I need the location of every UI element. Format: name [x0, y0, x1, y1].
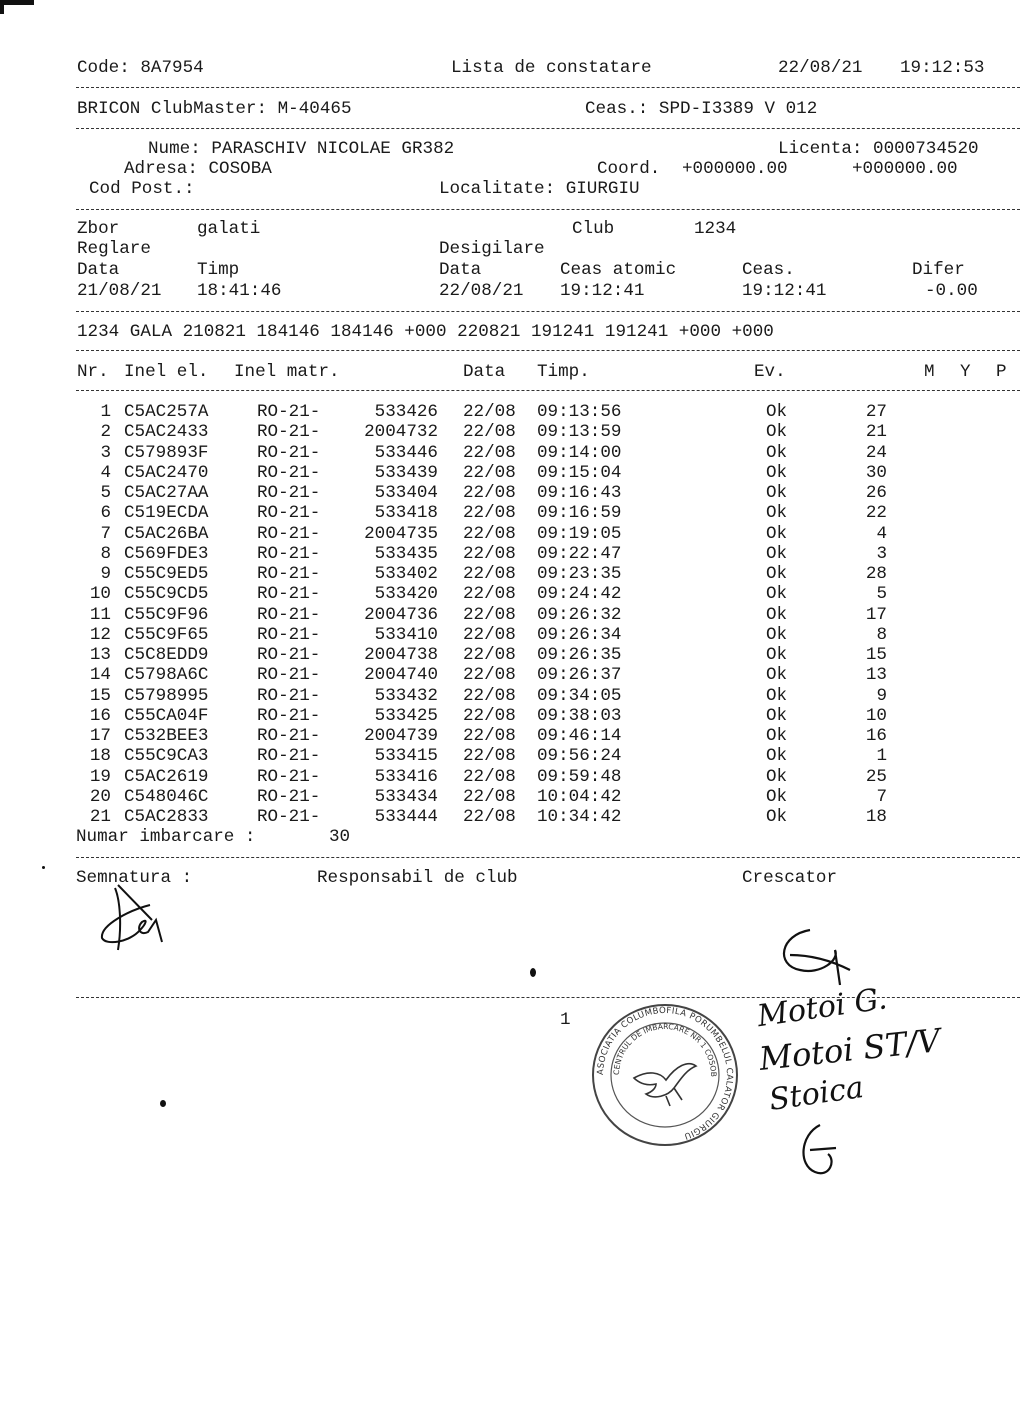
cell-electronic-ring: C5C8EDD9	[124, 645, 209, 665]
divider	[76, 209, 1020, 210]
cell-ring-prefix: RO-21-	[257, 726, 321, 746]
cell-event: Ok	[766, 807, 788, 827]
cell-ring-prefix: RO-21-	[257, 624, 321, 645]
basketed-count: 30	[329, 827, 351, 847]
cell-position: 16	[865, 726, 887, 746]
cell-electronic-ring: C55C9CD5	[124, 584, 209, 605]
handwriting-line-2: Motoi ST/V	[757, 1021, 943, 1078]
club-responsible-label: Responsabil de club	[317, 868, 518, 888]
cell-event: Ok	[766, 705, 788, 726]
club-value: 1234	[694, 219, 737, 239]
cell-position: 10	[865, 705, 887, 726]
cell-position: 13	[865, 665, 887, 686]
cell-ring-number: 533410	[374, 624, 438, 645]
col-header-time: Timp.	[537, 362, 590, 382]
cell-electronic-ring: C5798995	[124, 685, 209, 706]
licence-number: Licenta: 0000734520	[778, 139, 979, 159]
col-header-event: Ev.	[754, 362, 786, 382]
cell-ring-number: 533446	[374, 442, 438, 463]
cell-ring-number: 533416	[374, 766, 438, 787]
cell-electronic-ring: C55CA04F	[124, 705, 209, 726]
cell-electronic-ring: C55C9ED5	[124, 564, 209, 584]
col-header-date: Data	[463, 362, 506, 382]
divider	[76, 87, 1020, 88]
cell-electronic-ring: C5AC27AA	[124, 483, 209, 503]
cell-ring-prefix: RO-21-	[257, 442, 321, 463]
cell-event: Ok	[766, 584, 788, 605]
cell-time: 09:34:05	[537, 685, 622, 706]
cell-time: 09:22:47	[537, 543, 622, 564]
cell-electronic-ring: C5AC257A	[124, 402, 209, 422]
cell-electronic-ring: C5AC2833	[124, 807, 209, 827]
setting-label: Reglare	[77, 239, 151, 259]
summary-code-line: 1234 GALA 210821 184146 184146 +000 220821 191241 191241 +000 +000	[77, 322, 774, 342]
cell-event: Ok	[766, 665, 788, 686]
cell-position: 9	[876, 685, 887, 706]
cell-nr: 1	[100, 402, 111, 422]
cell-ring-number: 2004735	[364, 523, 438, 544]
cell-date: 22/08	[463, 665, 516, 686]
cell-event: Ok	[766, 422, 788, 443]
divider	[76, 350, 1020, 351]
cell-time: 09:26:34	[537, 624, 622, 645]
cell-ring-number: 533426	[374, 402, 438, 422]
cell-date: 22/08	[463, 402, 516, 422]
cell-ring-number: 533402	[374, 564, 438, 584]
print-date: 22/08/21	[778, 58, 863, 78]
cell-ring-prefix: RO-21-	[257, 746, 321, 767]
cell-position: 7	[876, 786, 887, 807]
handwriting-line-3: Stoica	[766, 1069, 866, 1118]
cell-event: Ok	[766, 766, 788, 787]
cell-ring-number: 2004732	[364, 422, 438, 443]
coord-y: +000000.00	[852, 159, 958, 179]
cell-ring-prefix: RO-21-	[257, 584, 321, 605]
cell-electronic-ring: C519ECDA	[124, 503, 209, 524]
cell-time: 09:26:35	[537, 645, 622, 665]
cell-time: 09:13:59	[537, 422, 622, 443]
table-row	[0, 503, 1024, 523]
table-row	[0, 807, 1024, 827]
cell-nr: 4	[100, 462, 111, 483]
divider	[76, 857, 1020, 858]
cell-position: 26	[865, 483, 887, 503]
table-row	[0, 767, 1024, 787]
cell-date: 22/08	[463, 523, 516, 544]
cell-position: 21	[865, 422, 887, 443]
cell-ring-number: 533435	[374, 543, 438, 564]
cell-nr: 12	[89, 624, 111, 645]
cell-electronic-ring: C55C9F65	[124, 624, 209, 645]
coord-label: Coord.	[597, 159, 661, 179]
signature-label: Semnatura :	[76, 868, 193, 888]
cell-nr: 19	[89, 766, 111, 787]
print-time: 19:12:53	[900, 58, 985, 78]
cell-position: 5	[876, 584, 887, 605]
cell-event: Ok	[766, 604, 788, 625]
postal-code-label: Cod Post.:	[89, 179, 195, 199]
cell-electronic-ring: C548046C	[124, 786, 209, 807]
cell-date: 22/08	[463, 786, 516, 807]
cell-time: 09:38:03	[537, 705, 622, 726]
cell-nr: 5	[100, 483, 111, 503]
cell-date: 22/08	[463, 726, 516, 746]
cell-ring-number: 533444	[374, 807, 438, 827]
cell-position: 15	[865, 645, 887, 665]
cell-time: 10:04:42	[537, 786, 622, 807]
cell-ring-prefix: RO-21-	[257, 604, 321, 625]
table-row	[0, 605, 1024, 625]
owner-name: Nume: PARASCHIV NICOLAE GR382	[148, 139, 455, 159]
table-row	[0, 463, 1024, 483]
cell-ring-prefix: RO-21-	[257, 807, 321, 827]
table-row	[0, 726, 1024, 746]
cell-nr: 7	[100, 523, 111, 544]
cell-ring-number: 533434	[374, 786, 438, 807]
cell-event: Ok	[766, 564, 788, 584]
cell-ring-prefix: RO-21-	[257, 705, 321, 726]
cell-time: 09:56:24	[537, 746, 622, 767]
cell-nr: 6	[100, 503, 111, 524]
device-id: BRICON ClubMaster: M-40465	[77, 99, 352, 119]
document-code: Code: 8A7954	[77, 58, 204, 78]
cell-position: 4	[876, 523, 887, 544]
cell-position: 17	[865, 604, 887, 625]
cell-date: 22/08	[463, 604, 516, 625]
page-number: 1	[560, 1010, 571, 1030]
table-row	[0, 625, 1024, 645]
cell-ring-number: 533439	[374, 462, 438, 483]
breeder-label: Crescator	[742, 868, 838, 888]
cell-nr: 17	[89, 726, 111, 746]
time-label: Timp	[197, 260, 240, 280]
table-row	[0, 686, 1024, 706]
cell-time: 09:46:14	[537, 726, 622, 746]
table-row	[0, 746, 1024, 766]
locality: Localitate: GIURGIU	[439, 179, 640, 199]
cell-position: 30	[865, 462, 887, 483]
cell-ring-prefix: RO-21-	[257, 786, 321, 807]
divider	[76, 311, 1020, 312]
cell-electronic-ring: C569FDE3	[124, 543, 209, 564]
cell-position: 18	[865, 807, 887, 827]
table-row	[0, 422, 1024, 442]
col-header-nr: Nr.	[77, 362, 109, 382]
handwritten-notes	[740, 910, 1020, 1180]
clock-time: 19:12:41	[742, 281, 827, 301]
col-header-y: Y	[960, 362, 971, 382]
setting-date: 21/08/21	[77, 281, 162, 301]
cell-nr: 18	[89, 746, 111, 767]
coord-x: +000000.00	[682, 159, 788, 179]
cell-electronic-ring: C5AC2470	[124, 462, 209, 483]
cell-event: Ok	[766, 402, 788, 422]
cell-date: 22/08	[463, 705, 516, 726]
cell-ring-number: 533425	[374, 705, 438, 726]
cell-ring-number: 2004738	[364, 645, 438, 665]
signature-left	[90, 880, 190, 960]
cell-time: 09:59:48	[537, 766, 622, 787]
clock-id: Ceas.: SPD-I3389 V 012	[585, 99, 818, 119]
cell-event: Ok	[766, 523, 788, 544]
cell-nr: 14	[89, 665, 111, 686]
cell-electronic-ring: C579893F	[124, 442, 209, 463]
association-stamp	[587, 993, 740, 1150]
table-row	[0, 544, 1024, 564]
cell-electronic-ring: C55C9CA3	[124, 746, 209, 767]
scan-corner-mark-vertical	[0, 0, 4, 14]
cell-ring-number: 2004736	[364, 604, 438, 625]
cell-position: 1	[876, 746, 887, 767]
cell-event: Ok	[766, 786, 788, 807]
handwriting-line-1: Motoi G.	[755, 981, 890, 1035]
date-label-2: Data	[439, 260, 482, 280]
cell-nr: 9	[100, 564, 111, 584]
cell-nr: 13	[89, 645, 111, 665]
cell-time: 09:26:32	[537, 604, 622, 625]
owner-address: Adresa: COSOBA	[124, 159, 272, 179]
cell-event: Ok	[766, 462, 788, 483]
club-label: Club	[572, 219, 615, 239]
table-row	[0, 584, 1024, 604]
cell-time: 09:19:05	[537, 523, 622, 544]
cell-date: 22/08	[463, 543, 516, 564]
clock-label: Ceas.	[742, 260, 795, 280]
cell-date: 22/08	[463, 624, 516, 645]
cell-nr: 8	[100, 543, 111, 564]
cell-ring-number: 533418	[374, 503, 438, 524]
col-header-electronic-ring: Inel el.	[124, 362, 209, 382]
cell-ring-prefix: RO-21-	[257, 503, 321, 524]
basketed-label: Numar imbarcare :	[76, 827, 256, 847]
ink-dot	[160, 1100, 166, 1107]
cell-position: 3	[876, 543, 887, 564]
cell-position: 24	[865, 442, 887, 463]
cell-nr: 21	[89, 807, 111, 827]
table-row	[0, 483, 1024, 503]
flight-value: galati	[197, 219, 261, 239]
cell-date: 22/08	[463, 807, 516, 827]
cell-nr: 20	[89, 786, 111, 807]
unsealing-label: Desigilare	[439, 239, 545, 259]
atomic-clock-time: 19:12:41	[560, 281, 645, 301]
table-row	[0, 706, 1024, 726]
cell-event: Ok	[766, 543, 788, 564]
cell-ring-prefix: RO-21-	[257, 564, 321, 584]
cell-event: Ok	[766, 746, 788, 767]
cell-ring-prefix: RO-21-	[257, 523, 321, 544]
cell-nr: 15	[89, 685, 111, 706]
cell-event: Ok	[766, 624, 788, 645]
cell-date: 22/08	[463, 483, 516, 503]
cell-ring-prefix: RO-21-	[257, 422, 321, 443]
unsealing-date: 22/08/21	[439, 281, 524, 301]
cell-position: 8	[876, 624, 887, 645]
table-row	[0, 645, 1024, 665]
document-title: Lista de constatare	[451, 58, 652, 78]
ink-dot	[42, 866, 45, 869]
cell-event: Ok	[766, 645, 788, 665]
cell-nr: 3	[100, 442, 111, 463]
cell-electronic-ring: C5AC2433	[124, 422, 209, 443]
table-row	[0, 564, 1024, 584]
ink-dot	[530, 968, 536, 977]
cell-electronic-ring: C532BEE3	[124, 726, 209, 746]
cell-electronic-ring: C5AC2619	[124, 766, 209, 787]
cell-date: 22/08	[463, 422, 516, 443]
cell-date: 22/08	[463, 766, 516, 787]
cell-event: Ok	[766, 483, 788, 503]
cell-position: 28	[865, 564, 887, 584]
table-row	[0, 402, 1024, 422]
cell-ring-prefix: RO-21-	[257, 685, 321, 706]
table-row	[0, 665, 1024, 685]
cell-electronic-ring: C5AC26BA	[124, 523, 209, 544]
cell-ring-number: 533415	[374, 746, 438, 767]
cell-date: 22/08	[463, 584, 516, 605]
cell-time: 10:34:42	[537, 807, 622, 827]
cell-time: 09:24:42	[537, 584, 622, 605]
cell-ring-number: 2004740	[364, 665, 438, 686]
divider	[76, 390, 1020, 391]
cell-time: 09:14:00	[537, 442, 622, 463]
cell-event: Ok	[766, 503, 788, 524]
table-row	[0, 787, 1024, 807]
table-row	[0, 524, 1024, 544]
cell-event: Ok	[766, 685, 788, 706]
cell-nr: 2	[100, 422, 111, 443]
table-row	[0, 443, 1024, 463]
cell-event: Ok	[766, 442, 788, 463]
cell-date: 22/08	[463, 503, 516, 524]
cell-time: 09:16:59	[537, 503, 622, 524]
cell-ring-prefix: RO-21-	[257, 483, 321, 503]
atomic-clock-label: Ceas atomic	[560, 260, 677, 280]
cell-ring-prefix: RO-21-	[257, 402, 321, 422]
cell-position: 25	[865, 766, 887, 787]
flight-label: Zbor	[77, 219, 120, 239]
cell-nr: 11	[89, 604, 111, 625]
cell-date: 22/08	[463, 462, 516, 483]
cell-date: 22/08	[463, 746, 516, 767]
cell-date: 22/08	[463, 564, 516, 584]
cell-nr: 10	[89, 584, 111, 605]
difference-value: -0.00	[925, 281, 978, 301]
cell-nr: 16	[89, 705, 111, 726]
setting-time: 18:41:46	[197, 281, 282, 301]
cell-date: 22/08	[463, 645, 516, 665]
stamp-outer-text: ASOCIATIA COLUMBOFILA PORUMBELUL CALATOR GIURGIU	[595, 1005, 735, 1141]
cell-position: 27	[865, 402, 887, 422]
col-header-p: P	[996, 362, 1007, 382]
cell-ring-prefix: RO-21-	[257, 665, 321, 686]
cell-time: 09:15:04	[537, 462, 622, 483]
divider	[76, 128, 1020, 129]
cell-electronic-ring: C55C9F96	[124, 604, 209, 625]
dove-icon	[634, 1064, 696, 1106]
date-label: Data	[77, 260, 120, 280]
cell-ring-number: 533432	[374, 685, 438, 706]
cell-time: 09:16:43	[537, 483, 622, 503]
stamp-inner-text: CENTRUL DE IMBARCARE NR 1 COSOBA	[587, 993, 719, 1077]
difference-label: Difer	[912, 260, 965, 280]
cell-time: 09:26:37	[537, 665, 622, 686]
cell-ring-prefix: RO-21-	[257, 462, 321, 483]
cell-position: 22	[865, 503, 887, 524]
cell-date: 22/08	[463, 685, 516, 706]
cell-ring-prefix: RO-21-	[257, 543, 321, 564]
cell-ring-number: 533420	[374, 584, 438, 605]
cell-ring-prefix: RO-21-	[257, 766, 321, 787]
cell-ring-prefix: RO-21-	[257, 645, 321, 665]
cell-time: 09:23:35	[537, 564, 622, 584]
cell-electronic-ring: C5798A6C	[124, 665, 209, 686]
cell-event: Ok	[766, 726, 788, 746]
col-header-ring-number: Inel matr.	[234, 362, 340, 382]
cell-ring-number: 533404	[374, 483, 438, 503]
cell-time: 09:13:56	[537, 402, 622, 422]
cell-ring-number: 2004739	[364, 726, 438, 746]
col-header-m: M	[924, 362, 935, 382]
cell-date: 22/08	[463, 442, 516, 463]
scan-corner-mark	[0, 0, 34, 5]
